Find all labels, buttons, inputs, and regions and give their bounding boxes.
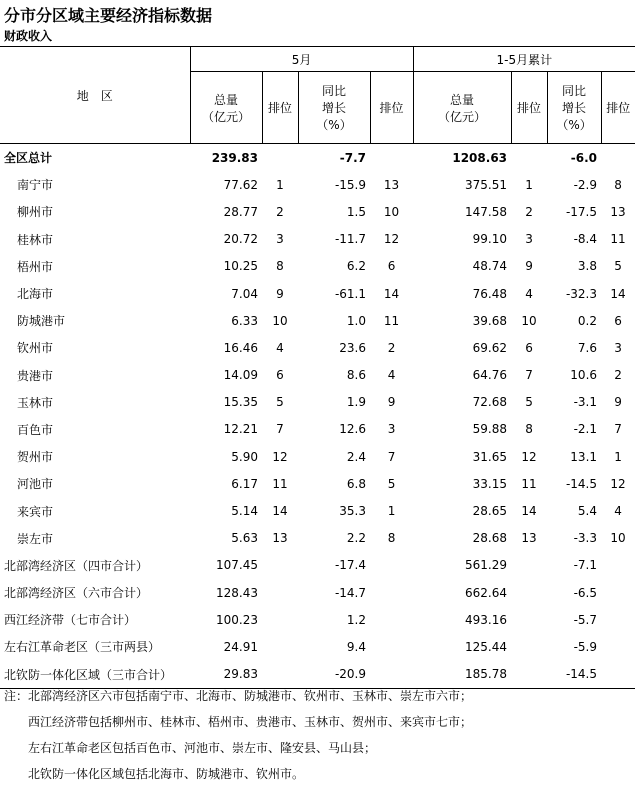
region-name: 钦州市 <box>17 341 54 356</box>
ytd-total-cell: 99.10 <box>472 232 508 247</box>
may-yoy-rank-cell: 6 <box>387 259 396 274</box>
may-yoy-rank-cell <box>370 633 413 660</box>
may-total-cell: 100.23 <box>216 612 258 627</box>
header-may-total: 总量 （亿元） <box>190 72 262 144</box>
ytd-yoy-rank-cell: 8 <box>614 177 622 192</box>
ytd-yoy-rank-cell <box>601 144 635 172</box>
may-rank-cell <box>262 633 298 660</box>
may-total-cell: 24.91 <box>223 639 258 654</box>
may-total-cell: 28.77 <box>223 204 258 219</box>
may-total-cell: 5.63 <box>231 531 258 546</box>
ytd-yoy-cell: 7.6 <box>577 340 598 355</box>
ytd-rank-cell <box>511 633 547 660</box>
ytd-total-cell: 76.48 <box>472 286 508 301</box>
may-yoy-cell: -17.4 <box>334 558 366 573</box>
footnote-line: 北钦防一体化区域包括北海市、防城港市、钦州市。 <box>28 767 305 781</box>
table-row <box>0 280 635 307</box>
ytd-yoy-cell: -17.5 <box>565 204 598 219</box>
may-total-cell: 12.21 <box>223 422 258 437</box>
region-name: 西江经济带（七市合计） <box>4 613 137 628</box>
ytd-rank-cell: 2 <box>525 204 533 219</box>
table-row <box>0 416 635 443</box>
may-total-cell: 5.14 <box>231 504 258 519</box>
may-rank-cell: 7 <box>276 422 284 437</box>
may-total-cell: 20.72 <box>223 232 258 247</box>
ytd-yoy-rank-cell <box>601 552 635 579</box>
ytd-rank-cell: 11 <box>521 476 537 491</box>
may-yoy-cell: -15.9 <box>334 177 366 192</box>
ytd-rank-cell <box>511 144 547 172</box>
ytd-yoy-cell: -7.1 <box>573 558 598 573</box>
ytd-rank-cell <box>511 552 547 579</box>
ytd-yoy-rank-cell <box>601 606 635 633</box>
region-name: 河池市 <box>17 477 54 492</box>
region-name: 柳州市 <box>17 205 54 220</box>
ytd-yoy-cell: -5.7 <box>573 612 598 627</box>
region-name: 北钦防一体化区域（三市合计） <box>0 661 190 689</box>
may-total-cell: 6.33 <box>231 313 258 328</box>
ytd-rank-cell: 7 <box>525 368 533 383</box>
may-total-cell: 29.83 <box>190 661 262 689</box>
data-table <box>0 46 635 689</box>
ytd-yoy-rank-cell: 9 <box>614 395 622 410</box>
ytd-yoy-cell: 5.4 <box>577 504 598 519</box>
table-row <box>0 307 635 334</box>
ytd-total-cell: 28.68 <box>472 531 508 546</box>
table-row <box>0 226 635 253</box>
ytd-yoy-cell: -2.1 <box>573 422 598 437</box>
may-yoy-cell: 6.2 <box>346 259 366 274</box>
table-row <box>0 497 635 524</box>
ytd-yoy-cell: -14.5 <box>565 476 598 491</box>
ytd-total-cell: 375.51 <box>465 177 508 192</box>
may-total-cell: 10.25 <box>223 259 258 274</box>
ytd-total-cell: 31.65 <box>472 449 508 464</box>
footnote-line: 西江经济带包括柳州市、桂林市、梧州市、贵港市、玉林市、贺州市、来宾市七市； <box>28 715 473 729</box>
may-yoy-cell: -20.9 <box>298 661 370 689</box>
ytd-rank-cell <box>511 606 547 633</box>
may-total-cell: 239.83 <box>211 150 258 165</box>
may-yoy-rank-cell <box>370 606 413 633</box>
ytd-total-cell: 28.65 <box>472 504 508 519</box>
ytd-yoy-cell: -6.0 <box>570 150 598 165</box>
may-yoy-cell: 12.6 <box>339 422 366 437</box>
table-row <box>0 470 635 497</box>
header-ytd-yoy-rank: 排位 <box>601 72 635 144</box>
ytd-total-cell: 59.88 <box>472 422 508 437</box>
may-yoy-rank-cell <box>370 579 413 606</box>
may-total-cell: 14.09 <box>223 368 258 383</box>
header-ytd-rank: 排位 <box>511 72 547 144</box>
may-yoy-rank-cell <box>370 552 413 579</box>
table-row <box>0 171 635 198</box>
header-ytd-yoy: 同比 增长 （%） <box>547 72 601 144</box>
may-yoy-rank-cell <box>370 144 413 172</box>
ytd-yoy-rank-cell <box>601 661 635 689</box>
region-name: 南宁市 <box>17 178 54 193</box>
ytd-yoy-cell: 3.8 <box>577 259 598 274</box>
table-row <box>0 144 635 172</box>
may-total-cell: 107.45 <box>216 558 258 573</box>
may-total-cell: 77.62 <box>223 177 258 192</box>
header-ytd: 1-5月累计 <box>413 47 635 72</box>
may-rank-cell: 3 <box>276 232 284 247</box>
region-name: 玉林市 <box>17 395 54 410</box>
may-rank-cell: 2 <box>276 204 284 219</box>
region-name: 来宾市 <box>17 504 54 519</box>
may-rank-cell: 11 <box>272 476 288 491</box>
may-total-cell: 6.17 <box>231 476 258 491</box>
may-yoy-rank-cell: 11 <box>383 313 400 328</box>
ytd-yoy-cell: -32.3 <box>565 286 598 301</box>
ytd-total-cell: 662.64 <box>465 585 508 600</box>
may-total-cell: 5.90 <box>231 449 258 464</box>
region-name: 桂林市 <box>17 232 54 247</box>
may-rank-cell: 12 <box>272 449 288 464</box>
may-rank-cell: 1 <box>276 177 284 192</box>
may-yoy-rank-cell: 10 <box>383 204 400 219</box>
region-name: 防城港市 <box>17 314 66 329</box>
ytd-total-cell: 72.68 <box>472 395 508 410</box>
header-region: 地 区 <box>0 47 190 144</box>
table-row <box>0 198 635 225</box>
may-rank-cell: 4 <box>276 340 284 355</box>
may-yoy-rank-cell: 14 <box>383 286 400 301</box>
may-rank-cell: 6 <box>276 368 284 383</box>
region-name: 贵港市 <box>17 368 54 383</box>
page-subtitle: 财政收入 <box>4 29 53 43</box>
ytd-total-cell: 69.62 <box>472 340 508 355</box>
ytd-yoy-rank-cell: 6 <box>614 313 622 328</box>
header-ytd-total: 总量 （亿元） <box>413 72 511 144</box>
ytd-rank-cell: 10 <box>521 313 537 328</box>
ytd-yoy-cell: 0.2 <box>577 313 598 328</box>
may-yoy-cell: 1.9 <box>346 395 366 410</box>
may-yoy-cell: 2.2 <box>346 531 366 546</box>
may-rank-cell <box>262 552 298 579</box>
table-row <box>0 606 635 633</box>
may-yoy-cell: 35.3 <box>339 504 366 519</box>
may-yoy-cell: 2.4 <box>346 449 366 464</box>
may-rank-cell <box>262 144 298 172</box>
table-body <box>0 144 635 689</box>
ytd-yoy-cell: -2.9 <box>573 177 598 192</box>
ytd-total-cell: 147.58 <box>465 204 508 219</box>
table-row <box>0 552 635 579</box>
may-total-cell: 128.43 <box>216 585 258 600</box>
may-yoy-rank-cell: 7 <box>387 449 396 464</box>
ytd-total-cell: 33.15 <box>472 476 508 491</box>
table-row <box>0 579 635 606</box>
table-row <box>0 253 635 280</box>
may-yoy-cell: 9.4 <box>346 639 366 654</box>
ytd-rank-cell <box>511 661 547 689</box>
may-yoy-cell: 1.0 <box>346 313 366 328</box>
ytd-yoy-rank-cell: 10 <box>610 531 626 546</box>
ytd-rank-cell <box>511 579 547 606</box>
ytd-yoy-rank-cell: 14 <box>610 286 626 301</box>
table-row <box>0 525 635 552</box>
ytd-yoy-cell: -3.1 <box>573 395 598 410</box>
region-name: 贺州市 <box>17 450 54 465</box>
ytd-total-cell: 185.78 <box>413 661 511 689</box>
ytd-yoy-cell: 10.6 <box>570 368 598 383</box>
table-row <box>0 362 635 389</box>
footnotes <box>4 683 472 787</box>
may-yoy-rank-cell: 5 <box>387 476 396 491</box>
may-yoy-rank-cell: 12 <box>383 232 400 247</box>
header-may-yoy-rank: 排位 <box>370 72 413 144</box>
may-total-cell: 7.04 <box>231 286 258 301</box>
ytd-yoy-rank-cell: 12 <box>610 476 626 491</box>
may-yoy-cell: -14.7 <box>334 585 366 600</box>
ytd-yoy-rank-cell <box>601 579 635 606</box>
ytd-yoy-rank-cell: 4 <box>614 504 622 519</box>
may-rank-cell <box>262 579 298 606</box>
region-name: 北海市 <box>17 287 54 302</box>
may-rank-cell: 5 <box>276 395 284 410</box>
may-yoy-cell: 8.6 <box>346 368 366 383</box>
ytd-total-cell: 125.44 <box>465 639 508 654</box>
region-name: 全区总计 <box>4 151 53 166</box>
may-yoy-cell: 6.8 <box>346 476 366 491</box>
may-yoy-rank-cell: 8 <box>387 531 396 546</box>
ytd-yoy-rank-cell: 3 <box>614 340 622 355</box>
ytd-rank-cell: 1 <box>525 177 533 192</box>
may-yoy-rank-cell: 1 <box>387 504 396 519</box>
may-yoy-rank-cell: 4 <box>387 368 396 383</box>
table-row <box>0 443 635 470</box>
page-title: 分市分区域主要经济指标数据 <box>4 6 213 25</box>
ytd-rank-cell: 12 <box>521 449 537 464</box>
ytd-total-cell: 39.68 <box>472 313 508 328</box>
ytd-rank-cell: 14 <box>521 504 537 519</box>
may-yoy-rank-cell: 9 <box>387 395 396 410</box>
ytd-total-cell: 493.16 <box>465 612 508 627</box>
may-yoy-rank-cell: 2 <box>387 340 396 355</box>
may-rank-cell <box>262 606 298 633</box>
may-yoy-rank-cell: 3 <box>387 422 396 437</box>
footnote-line: 左右江革命老区包括百色市、河池市、崇左市、隆安县、马山县； <box>28 741 377 755</box>
ytd-yoy-cell: -5.9 <box>573 639 598 654</box>
may-yoy-cell: 23.6 <box>339 340 366 355</box>
table-row <box>0 389 635 416</box>
ytd-yoy-rank-cell: 2 <box>614 368 622 383</box>
ytd-rank-cell: 3 <box>525 232 533 247</box>
ytd-yoy-cell: -14.5 <box>547 661 601 689</box>
ytd-yoy-rank-cell: 5 <box>614 259 622 274</box>
ytd-rank-cell: 13 <box>521 531 537 546</box>
ytd-yoy-rank-cell <box>601 633 635 660</box>
may-yoy-cell: 1.2 <box>346 612 366 627</box>
ytd-yoy-rank-cell: 1 <box>614 449 622 464</box>
region-name: 崇左市 <box>17 531 54 546</box>
ytd-yoy-rank-cell: 7 <box>614 422 622 437</box>
may-rank-cell: 10 <box>272 313 288 328</box>
header-may: 5月 <box>190 47 413 72</box>
may-rank-cell: 14 <box>272 504 288 519</box>
region-name: 百色市 <box>17 422 54 437</box>
may-yoy-rank-cell: 13 <box>383 177 400 192</box>
header-may-rank: 排位 <box>262 72 298 144</box>
may-rank-cell: 13 <box>272 531 288 546</box>
may-yoy-cell: -11.7 <box>334 232 366 247</box>
table-row <box>0 633 635 660</box>
ytd-yoy-cell: -6.5 <box>573 585 598 600</box>
may-rank-cell: 8 <box>276 259 284 274</box>
table-row <box>0 334 635 361</box>
ytd-rank-cell: 4 <box>525 286 533 301</box>
may-total-cell: 16.46 <box>223 340 258 355</box>
header-may-yoy: 同比 增长 （%） <box>298 72 370 144</box>
may-yoy-cell: -61.1 <box>334 286 366 301</box>
may-yoy-cell: -7.7 <box>339 150 366 165</box>
ytd-rank-cell: 6 <box>525 340 533 355</box>
ytd-rank-cell: 8 <box>525 422 533 437</box>
region-name: 北部湾经济区（六市合计） <box>4 586 149 601</box>
ytd-yoy-rank-cell: 11 <box>610 232 626 247</box>
may-rank-cell: 9 <box>276 286 284 301</box>
may-total-cell: 15.35 <box>223 395 258 410</box>
may-yoy-cell: 1.5 <box>346 204 366 219</box>
ytd-yoy-cell: -8.4 <box>573 232 598 247</box>
ytd-rank-cell: 5 <box>525 395 533 410</box>
region-name: 梧州市 <box>17 259 54 274</box>
ytd-yoy-rank-cell: 13 <box>610 204 626 219</box>
ytd-total-cell: 64.76 <box>472 368 508 383</box>
footnote-line: 注：北部湾经济区六市包括南宁市、北海市、防城港市、钦州市、玉林市、崇左市六市； <box>4 689 473 703</box>
ytd-total-cell: 561.29 <box>465 558 508 573</box>
region-name: 北部湾经济区（四市合计） <box>4 558 149 573</box>
ytd-yoy-cell: 13.1 <box>570 449 598 464</box>
ytd-total-cell: 1208.63 <box>452 150 508 165</box>
ytd-total-cell: 48.74 <box>472 259 508 274</box>
region-name: 左右江革命老区（三市两县） <box>4 640 161 655</box>
ytd-yoy-cell: -3.3 <box>573 531 598 546</box>
ytd-rank-cell: 9 <box>525 259 533 274</box>
